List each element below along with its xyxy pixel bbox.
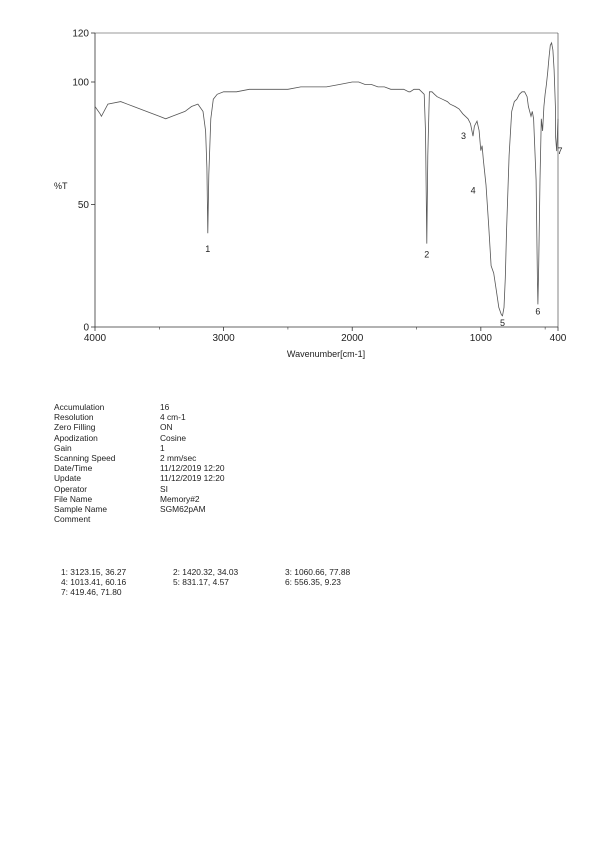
measurement-parameters [54,402,225,524]
y-tick-label: 0 [83,322,89,334]
parameter-value: Memory#2 [160,493,200,504]
parameter-row [54,494,225,504]
transmittance-series-line [95,43,558,316]
parameter-row [54,433,225,443]
parameter-value: SI [160,483,168,494]
parameter-key: Comment [54,514,91,525]
parameter-row [54,412,225,422]
parameter-value: 11/12/2019 12:20 [160,473,225,484]
peak-table-entry: 4: 1013.41, 60.16 [61,577,127,587]
peak-label: 2 [424,249,430,260]
peak-label: 6 [535,306,541,317]
parameter-value: 2 mm/sec [160,453,197,464]
peak-label: 5 [500,317,506,328]
parameter-value: 16 [160,402,170,412]
parameter-value: ON [160,422,173,433]
parameter-key: Gain [54,442,72,453]
parameter-row [54,463,225,473]
x-axis-title: Wavenumber[cm-1] [286,349,366,359]
parameter-value: 11/12/2019 12:20 [160,463,225,474]
y-axis-title: %T [54,181,68,191]
parameter-value: 4 cm-1 [160,412,186,423]
plot-frame [95,33,558,327]
peak-table-entry: 6: 556.35, 9.23 [285,577,341,587]
parameter-key: Date/Time [54,463,93,474]
parameter-row [54,473,225,483]
x-tick-label: 400 [549,333,567,344]
peak-table-entry: 7: 419.46, 71.80 [61,587,122,597]
y-axis-ticks [72,29,95,334]
parameter-value: SGM62pAM [160,504,206,515]
y-tick-label: 50 [77,200,89,211]
peak-table [61,567,441,597]
peak-table-entry: 2: 1420.32, 34.03 [173,567,239,577]
parameter-key: Update [54,473,82,484]
x-tick-label: 3000 [212,333,235,344]
parameter-row [54,504,225,514]
parameter-key: Scanning Speed [54,453,116,464]
peak-table-entry: 5: 831.17, 4.57 [173,577,229,587]
parameter-row [54,443,225,453]
parameter-row [54,514,225,524]
peak-label: 1 [205,244,211,255]
y-tick-label: 100 [72,77,89,89]
parameter-row [54,484,225,494]
peak-table-entry: 3: 1060.66, 77.88 [285,567,351,577]
peak-label: 7 [557,146,563,157]
peak-table-entry: 1: 3123.15, 36.27 [61,567,127,577]
parameter-key: Resolution [54,412,94,423]
parameter-key: Accumulation [54,402,105,412]
x-tick-label: 1000 [469,333,492,344]
parameter-row [54,422,225,432]
parameter-key: Operator [54,483,88,494]
peak-label: 4 [470,185,476,196]
ir-spectrum-chart [0,0,600,370]
x-axis-ticks [84,327,567,344]
parameter-value: Cosine [160,432,187,443]
parameter-key: Zero Filling [54,422,96,433]
parameter-row [54,402,225,412]
parameter-key: Apodization [54,432,98,443]
x-tick-label: 2000 [341,333,364,344]
parameter-row [54,453,225,463]
x-tick-label: 4000 [83,333,107,344]
y-tick-label: 120 [72,28,89,40]
parameter-value: 1 [160,442,165,453]
parameter-key: File Name [54,493,93,504]
peak-label: 3 [461,131,467,142]
parameter-key: Sample Name [54,504,108,515]
